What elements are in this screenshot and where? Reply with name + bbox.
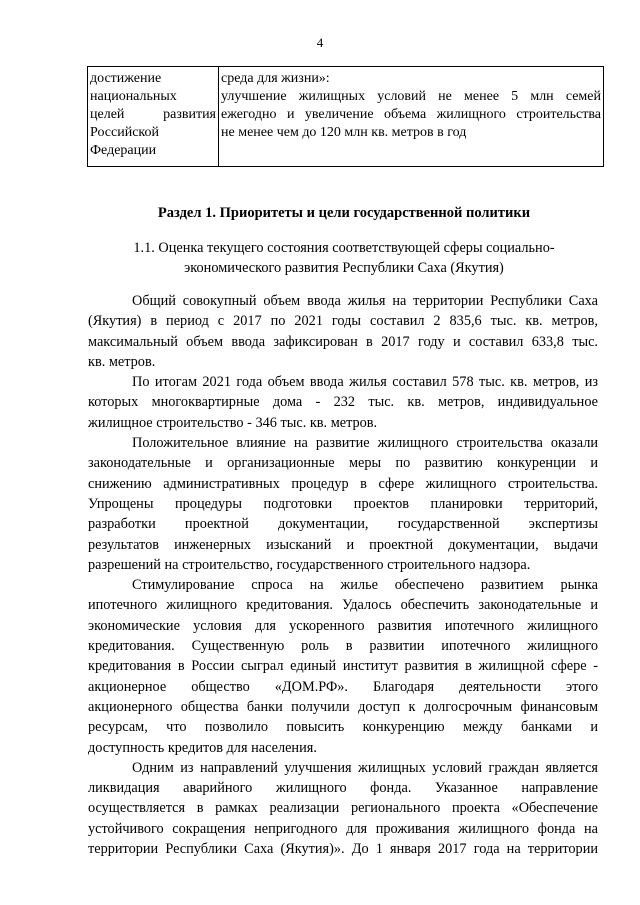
text-line: Упрощены процедуры подготовки проектов планировки территорий,: [88, 495, 598, 512]
paragraph: [88, 433, 598, 575]
text-line: максимальный объем ввода зафиксирован в 2017 году и составил 633,8 тыс.: [88, 333, 598, 350]
text-line: разрешений на строительство, государственного строительного надзора.: [88, 556, 531, 573]
section-heading: Раздел 1. Приоритеты и цели государственной политики: [157, 205, 531, 221]
text-line: экономические условия для ускоренного развития ипотечного жилищного: [88, 617, 598, 634]
text-line: территории Республики Саха (Якутия)». До 1 января 2017 года на территории: [88, 841, 598, 858]
paragraph: [88, 575, 598, 758]
paragraph: [88, 758, 598, 859]
text-line: По итогам 2021 года объем ввода жилья составил 578 тыс. кв. метров, из: [132, 374, 598, 391]
text-line: результатов инженерных изысканий и проектной документации, выдачи: [88, 536, 598, 553]
cell-line: достижение: [90, 71, 162, 86]
text-line: ликвидация аварийного жилищного фонда. Указанное направление: [88, 780, 598, 797]
text-line: Общий совокупный объем ввода жилья на территории Республики Саха: [132, 293, 598, 309]
cell-line: Федерации: [90, 143, 157, 158]
subsection-heading: [0, 238, 640, 278]
heading-line: экономического развития Республики Саха (Якутия): [184, 260, 504, 276]
text-line: Стимулирование спроса на жилье обеспечено развитием рынка: [132, 577, 598, 594]
cell-line: улучшение жилищных условий не менее 5 млн семей: [221, 89, 601, 104]
cell-line: не менее чем до 120 млн кв. метров в год: [221, 125, 467, 140]
table-cell-description: [219, 67, 604, 167]
table-cell-goal: [88, 67, 219, 167]
text-line: доступность кредитов для населения.: [88, 739, 317, 756]
text-line: кв. метров.: [88, 353, 156, 370]
cell-line: национальных: [90, 89, 177, 104]
text-line: (Якутия) в период с 2017 по 2021 годы составил 2 835,6 тыс. кв. метров,: [88, 313, 598, 330]
heading-line: 1.1. Оценка текущего состояния соответствующей сферы социально-: [133, 240, 555, 256]
text-line: ресурсам, что позволило повысить конкуренцию между банками и: [88, 719, 598, 736]
cell-line: целей развития: [90, 107, 216, 122]
text-line: устойчивого сокращения непригодного для проживания жилищного фонда на: [88, 820, 598, 837]
text-line: ипотечного жилищного кредитования. Удалось обеспечить законодательные и: [88, 597, 598, 614]
text-line: Одним из направлений улучшения жилищных условий граждан является: [132, 759, 598, 776]
goals-table: [87, 66, 604, 167]
text-line: кредитования в России сыграл единый институт развития в жилищной сфере -: [88, 658, 598, 675]
text-line: которых многоквартирные дома - 232 тыс. кв. метров, индивидуальное: [88, 394, 598, 411]
text-line: акционерное общество «ДОМ.РФ». Благодаря деятельности этого: [88, 678, 598, 695]
text-line: акционерного общества банки получили доступ к долгосрочным финансовым: [88, 698, 598, 715]
text-line: разработки проектной документации, государственной экспертизы: [88, 516, 598, 533]
paragraph: [88, 291, 598, 372]
cell-line: Российской: [90, 125, 159, 140]
cell-line: ежегодно и увеличение объема жилищного строительства: [221, 107, 601, 122]
text-line: Положительное влияние на развитие жилищного строительства оказали: [132, 435, 598, 452]
page-number: 4: [316, 35, 324, 50]
paragraph: [88, 372, 598, 433]
table-row: [88, 67, 604, 167]
text-line: законодательные и организационные меры по развитию конкуренции и: [88, 455, 598, 472]
text-line: жилищное строительство - 346 тыс. кв. метров.: [88, 414, 378, 431]
body-text: [88, 291, 598, 859]
cell-line: среда для жизни»:: [221, 71, 330, 86]
text-line: кредитования. Существенную роль в развитии ипотечного жилищного: [88, 638, 598, 655]
text-line: снижению административных процедур в сфере жилищного строительства.: [88, 475, 598, 492]
text-line: осуществляется в рамках реализации регионального проекта «Обеспечение: [88, 800, 598, 817]
